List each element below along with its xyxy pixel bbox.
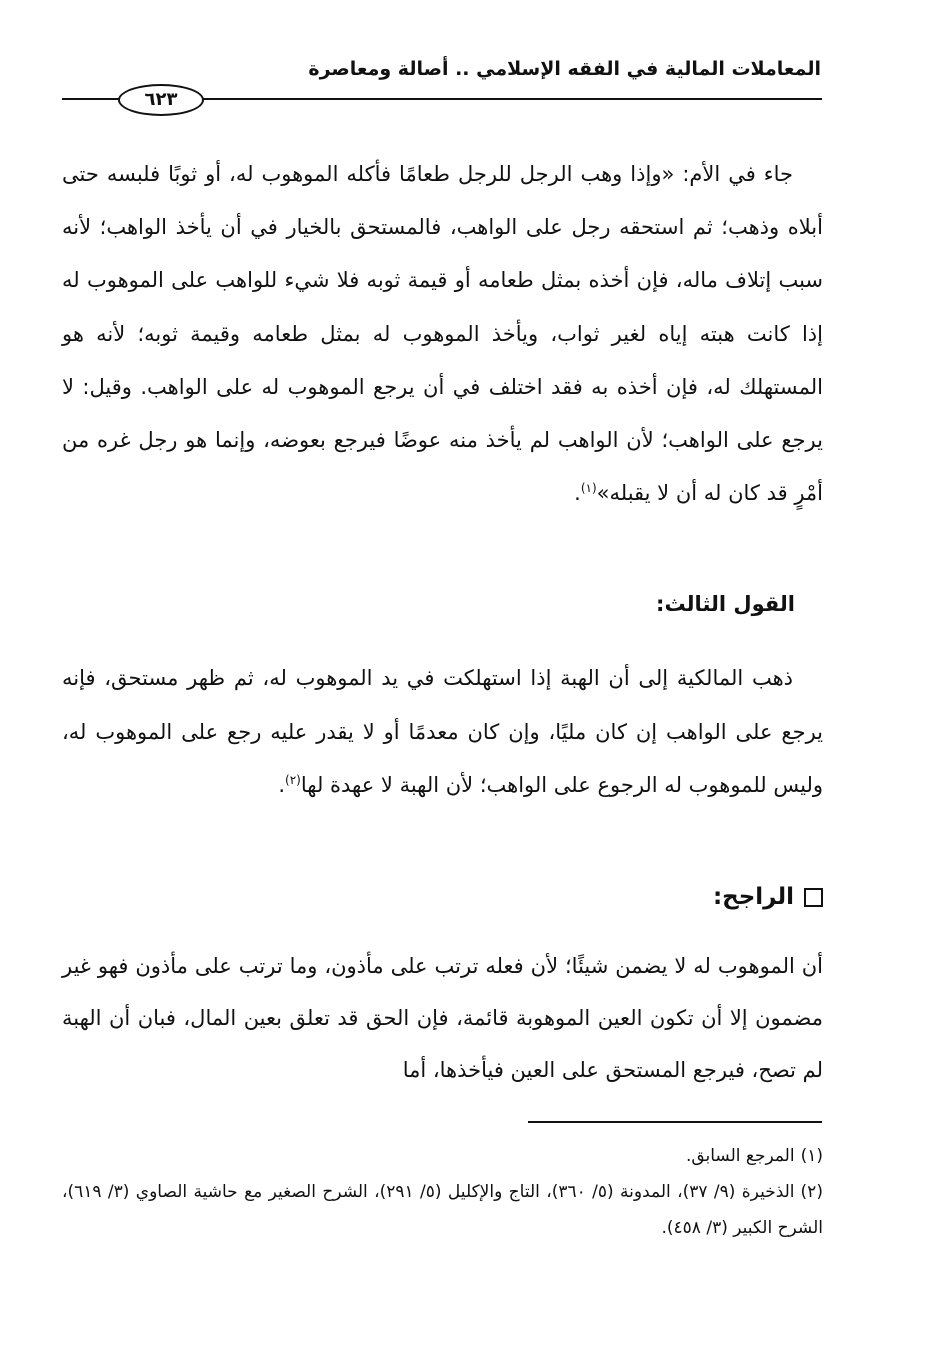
- paragraph-text: أن الموهوب له لا يضمن شيئًا؛ لأن فعله ترتب على مأذون، وما ترتب على مأذون فهو غير مضمون إلا أن تكون العين الموهوبة قائمة، فإن الحق قد تعلق بعين المال، فبان أن الهبة لم تصح، فيرجع المستحق على العين فيأخذها، أما: [62, 954, 823, 1082]
- paragraph-preferred: [62, 940, 823, 1096]
- footnote-text: الذخيرة (٩/ ٣٧)، المدونة (٥/ ٣٦٠)، التاج والإكليل (٥/ ٢٩١)، الشرح الصغير مع حاشية الصاوي (٣/ ٦١٩)، الشرح الكبير (٣/ ٤٥٨).: [62, 1182, 823, 1238]
- page-number: ٦٢٣: [118, 84, 204, 116]
- heading-preferred-label: الراجح:: [712, 884, 794, 910]
- footnote-ref-1: (١): [580, 481, 597, 496]
- footnote-text: المرجع السابق.: [685, 1146, 795, 1166]
- paragraph-umm-quote: جاء في الأم: «وإذا وهب الرجل للرجل طعامًا فأكله الموهوب له، أو ثوبًا فلبسه حتى أبلاه وذهب؛ ثم استحقه رجل على الواهب، فالمستحق بالخيار في أن يأخذ الواهب؛ لأنه سبب إتلاف ماله، فإن أخذه بمثل طعامه أو قيمة ثوبه فلا شيء للواهب على الموهوب له إذا كانت هبته إياه لغير ثواب، ويأخذ الموهوب له بمثل طعامه وقيمة ثوبه؛ لأنه هو المستهلك له، فإن أخذه به فقد اختلف في أن يرجع الموهوب له على الواهب. وقيل: لا يرجع على الواهب؛ لأن الواهب لم يأخذ منه عوضًا فيرجع بعوضه، وإنما هو رجل غره من أمْرٍ قد كان له أن لا يقبله»$^{(١)}$.: [62, 162, 823, 506]
- footnote-separator: [528, 1121, 822, 1123]
- square-bullet-icon: [804, 888, 823, 907]
- running-title: المعاملات المالية في الفقه الإسلامي .. أصالة ومعاصرة: [308, 58, 821, 80]
- paragraph-text: ذهب المالكية إلى أن الهبة إذا استهلكت في يد الموهوب له، ثم ظهر مستحق، فإنه يرجع على الواهب إن كان مليًا، وإن كان معدمًا أو لا يقدر عليه رجع على الموهوب له، وليس للموهوب له الرجوع على الواهب؛ لأن الهبة لا عهدة لها: [62, 666, 823, 797]
- footnote-item: [62, 1174, 823, 1246]
- heading-third-opinion: القول الثالث:: [656, 592, 795, 616]
- footnotes: [62, 1138, 823, 1246]
- footnote-item: [62, 1138, 823, 1174]
- heading-preferred-opinion: [713, 884, 823, 910]
- footnote-mark: (٢): [800, 1182, 823, 1202]
- footnote-ref-2: (٢): [285, 773, 301, 787]
- footnote-mark: (١): [800, 1146, 823, 1166]
- paragraph-text: جاء في الأم: «وإذا وهب الرجل للرجل طعامًا فأكله الموهوب له، أو ثوبًا فلبسه حتى أبلاه وذهب؛ ثم استحقه رجل على الواهب، فالمستحق بالخيار في أن يأخذ الواهب؛ لأنه سبب إتلاف ماله، فإن أخذه بمثل طعامه أو قيمة ثوبه فلا شيء للواهب على الموهوب له إذا كانت هبته إياه لغير ثواب، ويأخذ الموهوب له بمثل طعامه وقيمة ثوبه؛ لأنه هو المستهلك له، فإن أخذه به فقد اختلف في أن يرجع الموهوب له على الواهب. وقيل: لا يرجع على الواهب؛ لأن الواهب لم يأخذ منه عوضًا فيرجع بعوضه، وإنما هو رجل غره من أمْرٍ قد كان له أن لا يقبله»: [62, 162, 823, 506]
- paragraph-maliki-opinion: ذهب المالكية إلى أن الهبة إذا استهلكت في يد الموهوب له، ثم ظهر مستحق، فإنه يرجع على الواهب إن كان مليًا، وإن كان معدمًا أو لا يقدر عليه رجع على الموهوب له، وليس للموهوب له الرجوع على الواهب؛ لأن الهبة لا عهدة لها$^{(٢)}$.: [62, 666, 823, 797]
